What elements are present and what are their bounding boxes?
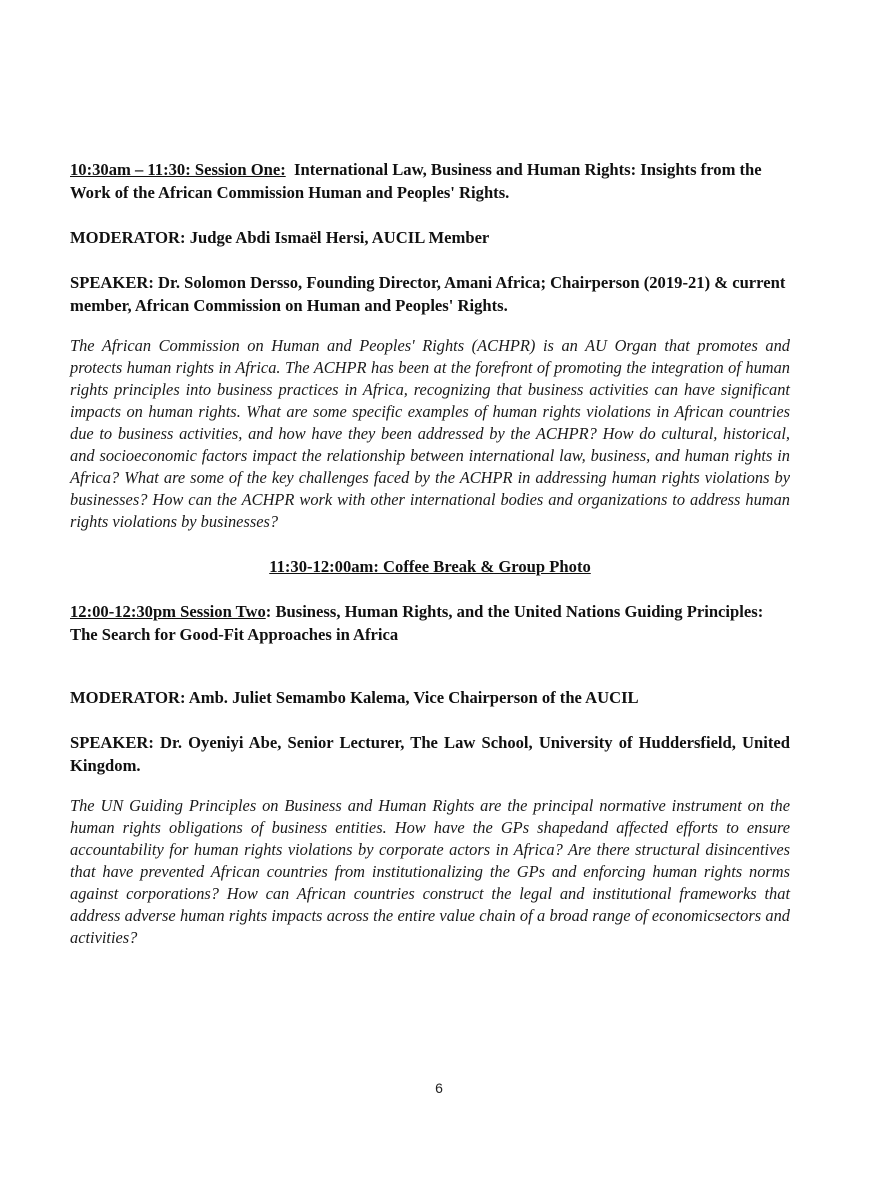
session-two-moderator: MODERATOR: Amb. Juliet Semambo Kalema, Vice Chairperson of the AUCIL [70, 688, 639, 707]
session-two-heading [70, 600, 790, 646]
document-page [70, 158, 790, 949]
session-one-description: The African Commission on Human and Peoples' Rights (ACHPR) is an AU Organ that promotes and protects human rights in Africa. The ACHPR has been at the forefront of promoting the integration of human rights principles into business practices in Africa, recognizing that business activities can have significant impacts on human rights. What are some specific examples of human rights violations in African countries due to business activities, and how have they been addressed by the ACHPR? How do cultural, historical, and socioeconomic factors impact the relationship between international law, business, and human rights in Africa? What are some of the key challenges faced by the ACHPR in addressing human rights violations by businesses? How can the ACHPR work with other international bodies and organizations to address human rights violations by businesses? [70, 336, 790, 531]
coffee-break-label: 11:30-12:00am: Coffee Break & Group Photo [269, 557, 591, 576]
page-number: 6 [435, 1080, 443, 1096]
session-one-moderator: MODERATOR: Judge Abdi Ismaël Hersi, AUCIL Member [70, 228, 490, 247]
session-one-title: International Law, Business and Human Rights: Insights from the Work of the African Commission Human and Peoples' Rights. [70, 160, 762, 202]
session-two-title: : Business, Human Rights, and the United Nations Guiding Principles: The Search for Good-Fit Approaches in Africa [70, 602, 764, 644]
session-two-description: The UN Guiding Principles on Business and Human Rights are the principal normative instrument on the human rights obligations of business entities. How have the GPs shapedand affected efforts to ensure accountability for human rights violations by corporate actors in Africa? Are there structural disincentives that have prevented African countries from institutionalizing the GPs and enforcing human rights norms against corporations? How can African countries construct the legal and institutional frameworks that address adverse human rights impacts across the entire value chain of a broad range of economicsectors and activities? [70, 796, 790, 947]
session-one-time: 10:30am – 11:30: Session One: [70, 160, 286, 179]
session-two-speaker: SPEAKER: Dr. Oyeniyi Abe, Senior Lecturer, The Law School, University of Huddersfield, United Kingdom. [70, 733, 790, 775]
coffee-break-heading [70, 555, 790, 578]
session-two-time: 12:00-12:30pm Session Two [70, 602, 266, 621]
session-one-heading [70, 158, 790, 204]
session-one-speaker: SPEAKER: Dr. Solomon Dersso, Founding Director, Amani Africa; Chairperson (2019-21) & current member, African Commission on Human and Peoples' Rights. [70, 273, 786, 315]
